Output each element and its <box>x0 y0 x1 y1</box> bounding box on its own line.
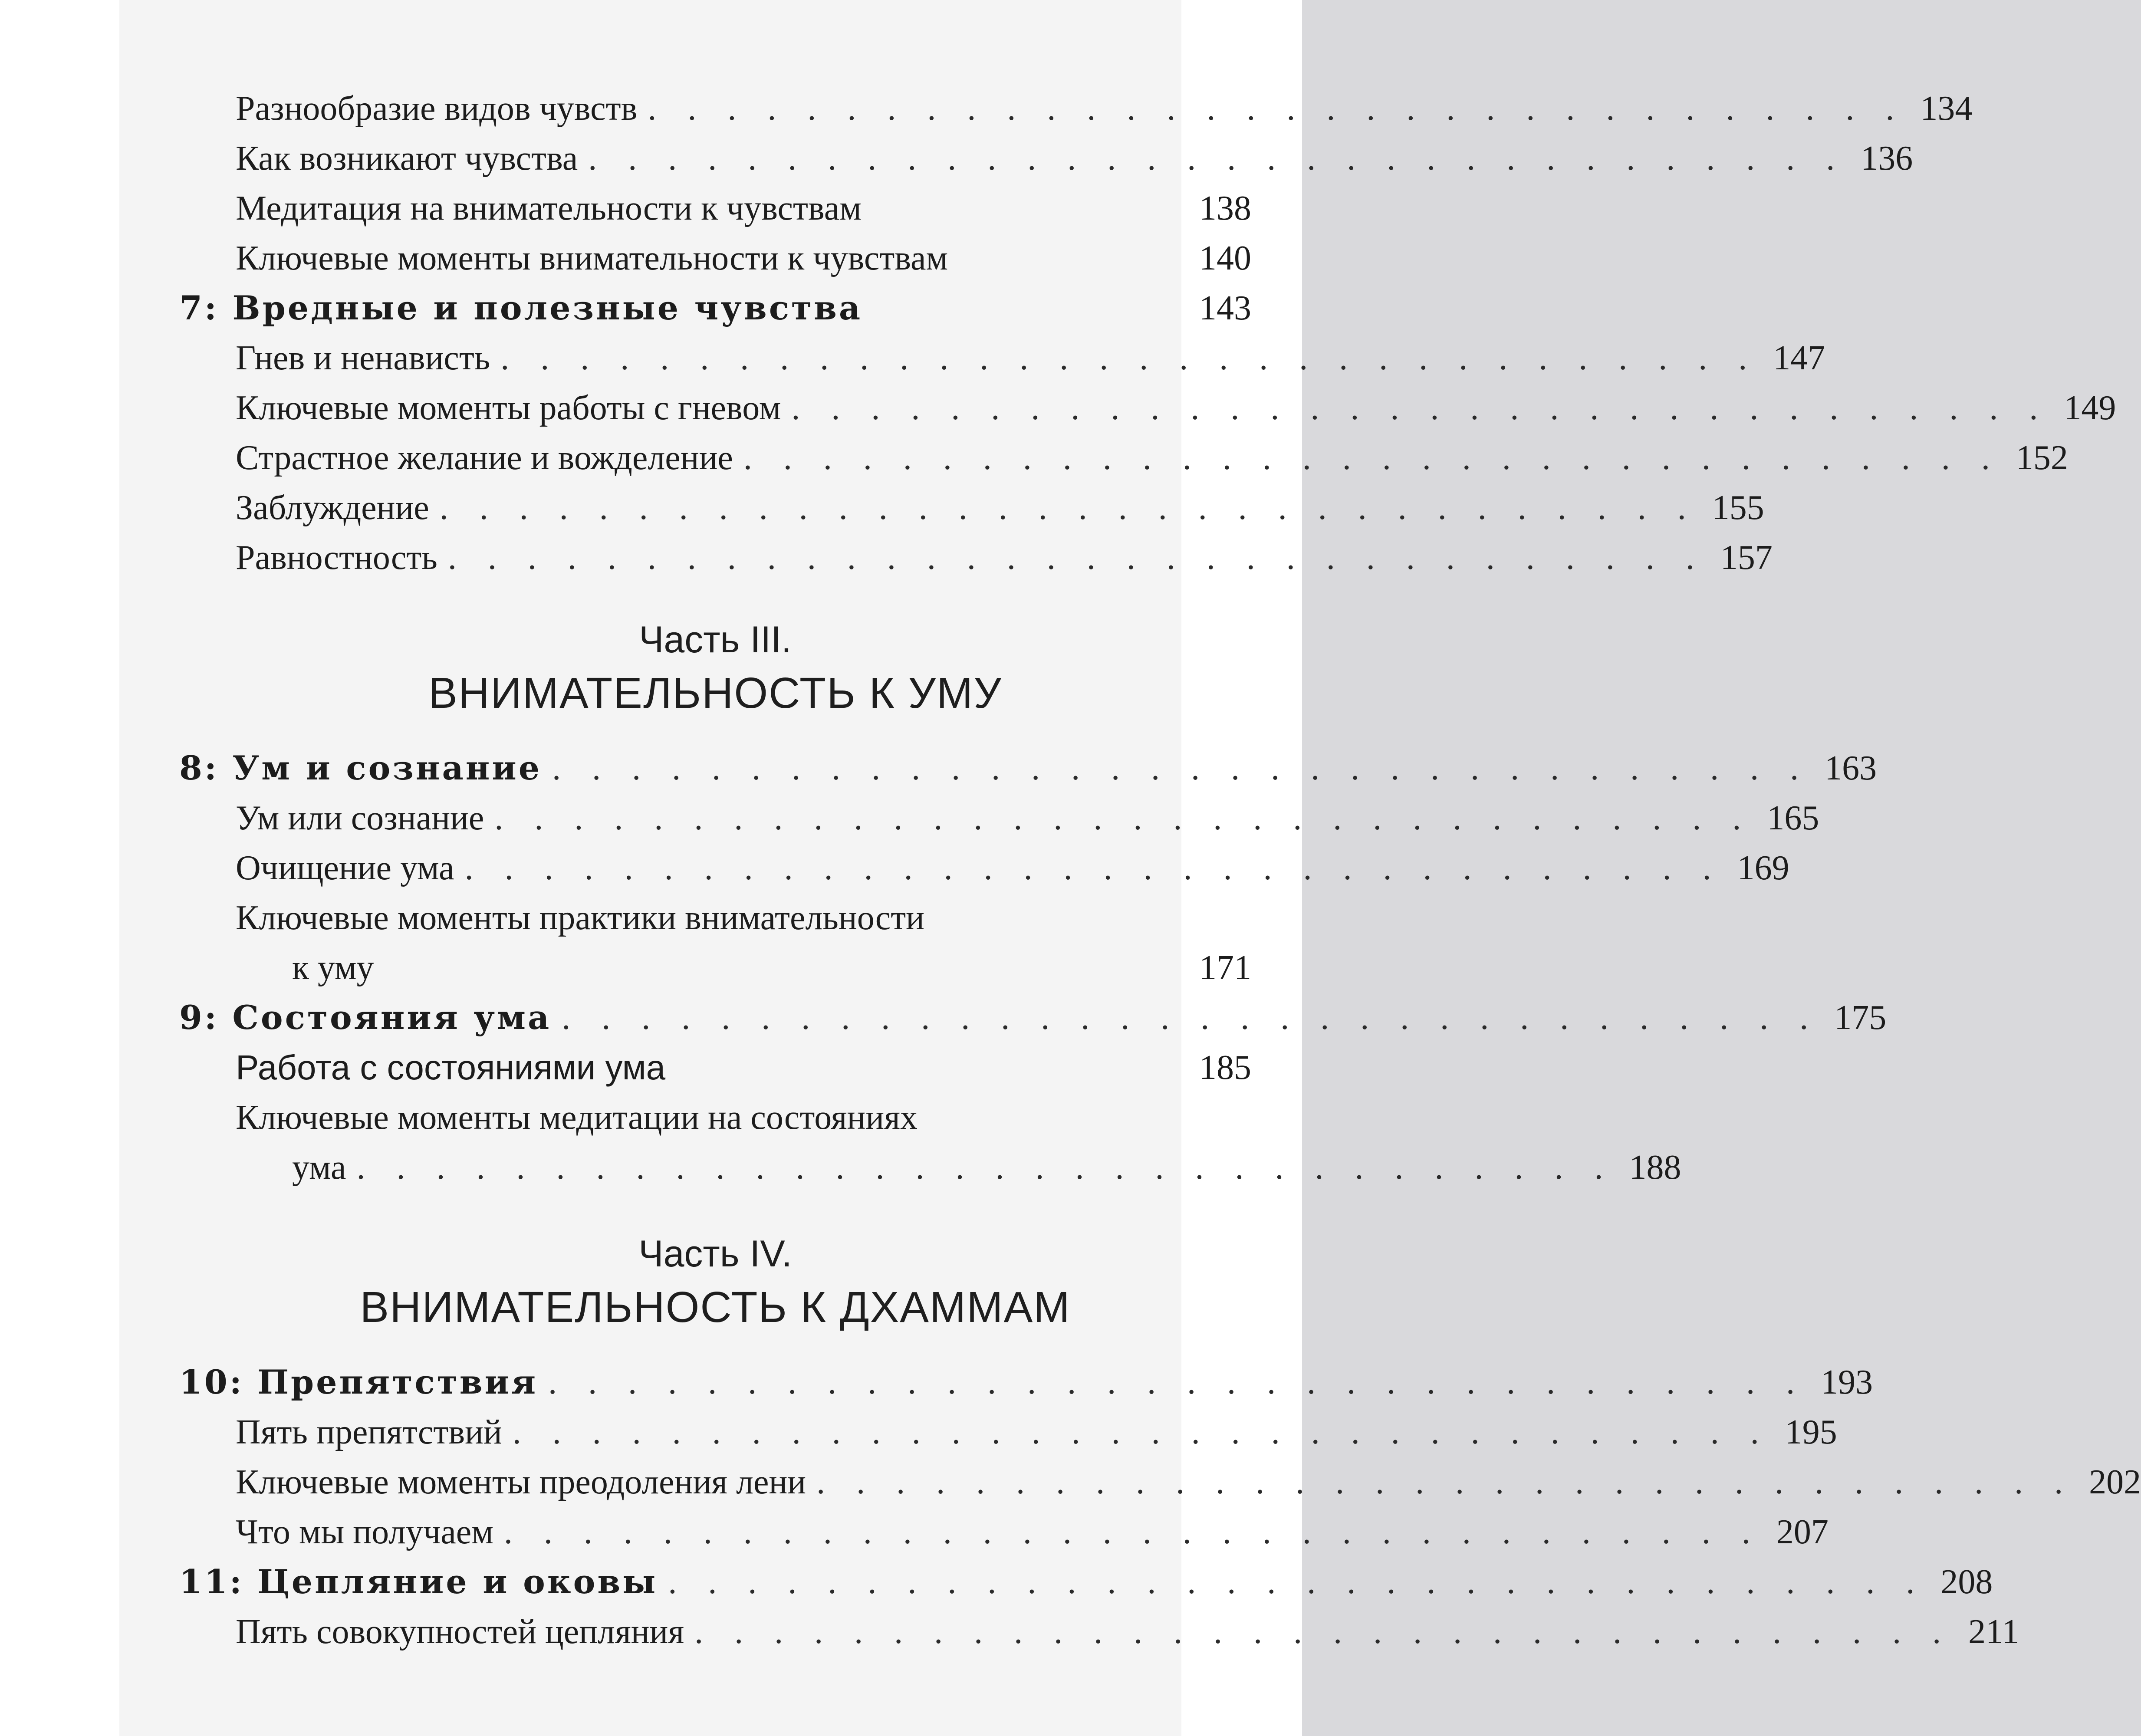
leader-dots: . . . . . . . . . . . . . . . . . . . . . . . . . . . . . . . . <box>439 489 1697 527</box>
toc-entry-title: Что мы получаем <box>236 1513 493 1551</box>
background-left <box>0 0 119 1736</box>
part-title: ВНИМАТЕЛЬНОСТЬ К ДХАММАМ <box>360 1283 1071 1332</box>
toc-chapter-title: 11: Цепляние и оковы <box>179 1562 658 1601</box>
toc-entry-title: Медитация на внимательности к чувствам <box>236 189 862 227</box>
toc-chapter-title: 10: Препятствия <box>179 1363 538 1401</box>
toc-entry-page: 140 <box>1199 239 1251 277</box>
toc-entry-title: Пять препятствий <box>236 1413 502 1451</box>
toc-entry <box>179 482 1764 529</box>
toc-entry <box>179 842 1789 890</box>
toc-entry <box>179 1506 1829 1554</box>
toc-entry-page: 207 <box>1776 1513 1829 1551</box>
toc-entry <box>179 132 1913 180</box>
leader-dots: . . . . . . . . . . . . . . . . . . . . . . . . . . . . . . . . <box>464 849 1723 887</box>
toc-entry-page: 138 <box>1199 189 1251 227</box>
toc-chapter-page: 208 <box>1940 1563 1993 1601</box>
toc-entry <box>179 1606 2019 1654</box>
toc-chapter <box>179 742 1877 790</box>
toc-entry <box>179 1042 1251 1089</box>
toc-entry-title: Ключевые моменты работы с гневом <box>236 389 781 427</box>
leader-dots: . . . . . . . . . . . . . . . . . . . . . . . . . . . . . . . . <box>500 339 1759 377</box>
toc-chapter <box>179 1356 1873 1404</box>
toc-entry-title: Разнообразие видов чувств <box>236 89 638 128</box>
toc-entry-title: к уму <box>292 949 374 987</box>
toc-entry-title: Гнев и ненависть <box>236 339 490 377</box>
toc-entry <box>179 1406 1837 1454</box>
leader-dots: . . . . . . . . . . . . . . . . . . . . . . . . . . . . . . . . <box>356 1148 1615 1187</box>
toc-entry-page: 185 <box>1199 1049 1251 1087</box>
leader-dots: . . . . . . . . . . . . . . . . . . . . . . . . . . . . . . . . <box>791 389 2049 427</box>
leader-dots: . . . . . . . . . . . . . . . . . . . . . . . . . . . . . . . . <box>743 439 2001 477</box>
toc-entry-page: 188 <box>1629 1148 1681 1187</box>
toc-entry-page: 202 <box>2089 1463 2141 1501</box>
leader-dots: . . . . . . . . . . . . . . . . . . . . . . . . . . . . . . . . <box>694 1613 1953 1651</box>
leader-dots: . . . . . . . . . . . . . . . . . . . . . . . . . . . . . . . . <box>512 1413 1770 1451</box>
toc-entry <box>179 382 2116 430</box>
toc-entry-title: Ключевые моменты медитации на состояниях <box>236 1098 918 1137</box>
leader-dots: . . . . . . . . . . . . . . . . . . . . . . . . . . . . . . . . <box>503 1513 1762 1551</box>
toc-entry-page: 155 <box>1712 489 1764 527</box>
toc-entry-title: Как возникают чувства <box>236 139 578 178</box>
toc-entry <box>179 232 1251 280</box>
part-label: Часть III. <box>639 619 792 661</box>
toc-entry-page: 149 <box>2064 389 2116 427</box>
toc-entry-page: 134 <box>1920 89 1973 128</box>
part-label: Часть IV. <box>638 1233 792 1275</box>
toc-entry-title: Заблуждение <box>236 489 429 527</box>
leader-dots: . . . . . . . . . . . . . . . . . . . . . . . . . . . . . . . . <box>588 139 1846 178</box>
book-page <box>119 0 2141 1736</box>
toc-chapter-page: 143 <box>1199 289 1251 327</box>
toc-entry <box>179 432 2068 480</box>
leader-dots: . . . . . . . . . . . . . . . . . . . . . . . . . . . . . . . . <box>494 799 1753 837</box>
toc-entry-continuation <box>179 1141 1681 1189</box>
toc-entry-title: Ум или сознание <box>236 799 484 837</box>
toc-entry-page: 171 <box>1199 949 1251 987</box>
toc-chapter-page: 175 <box>1834 999 1887 1037</box>
toc-chapter-title: 7: Вредные и полезные чувства <box>179 289 863 327</box>
toc-entry-title: ума <box>292 1148 346 1187</box>
toc-entry <box>179 792 1819 840</box>
toc-chapter-page: 163 <box>1825 749 1877 787</box>
toc-entry-page: 152 <box>2016 439 2068 477</box>
leader-dots: . . . . . . . . . . . . . . . . . . . . . . . . . . . . . . . . <box>447 539 1706 577</box>
toc-entry-page: 165 <box>1767 799 1819 837</box>
toc-entry-page: 169 <box>1737 849 1789 887</box>
part-title: ВНИМАТЕЛЬНОСТЬ К УМУ <box>428 669 1002 717</box>
toc-entry-title: Ключевые моменты практики внимательности <box>236 899 924 937</box>
toc-entry-title: Работа с состояниями ума <box>236 1048 666 1087</box>
leader-dots: . . . . . . . . . . . . . . . . . . . . . . . . . . . . . . . . <box>816 1463 2075 1501</box>
part-heading <box>179 618 1251 718</box>
part-heading <box>179 1233 1251 1332</box>
toc-entry-page: 136 <box>1861 139 1913 178</box>
toc-entry <box>179 892 1251 940</box>
toc-entry <box>179 82 1973 130</box>
toc-entry <box>179 1092 1251 1139</box>
toc-entry-page: 147 <box>1773 339 1825 377</box>
leader-dots: . . . . . . . . . . . . . . . . . . . . . . . . . . . . . . . . <box>548 1363 1806 1401</box>
toc-chapter <box>179 282 1251 330</box>
leader-dots: . . . . . . . . . . . . . . . . . . . . . . . . . . . . . . . . <box>648 89 1906 128</box>
toc-entry-page: 157 <box>1720 539 1773 577</box>
toc-chapter-title: 8: Ум и сознание <box>179 749 542 787</box>
leader-dots: . . . . . . . . . . . . . . . . . . . . . . . . . . . . . . . . <box>562 999 1820 1037</box>
toc-entry <box>179 1456 2141 1504</box>
toc-entry-page: 211 <box>1968 1613 2019 1651</box>
toc-entry <box>179 332 1825 380</box>
leader-dots: . . . . . . . . . . . . . . . . . . . . . . . . . . . . . . . . <box>552 749 1810 787</box>
toc-entry-title: Страстное желание и вожделение <box>236 439 733 477</box>
toc-entry-title: Ключевые моменты преодоления лени <box>236 1463 806 1501</box>
toc-entry-title: Ключевые моменты внимательности к чувствам <box>236 239 948 277</box>
toc-chapter-page: 193 <box>1821 1363 1873 1401</box>
toc-entry-title: Равностность <box>236 539 437 577</box>
leader-dots: . . . . . . . . . . . . . . . . . . . . . . . . . . . . . . . . <box>668 1563 1926 1601</box>
toc-entry-title: Очищение ума <box>236 849 454 887</box>
toc-entry-title: Пять совокупностей цепляния <box>236 1613 684 1651</box>
toc-entry-page: 195 <box>1785 1413 1837 1451</box>
toc-chapter <box>179 1556 1993 1604</box>
toc-entry <box>179 532 1773 579</box>
toc-entry-continuation <box>179 942 1251 990</box>
toc-entry <box>179 182 1251 230</box>
toc-chapter <box>179 992 1887 1039</box>
toc-chapter-title: 9: Состояния ума <box>179 998 552 1037</box>
